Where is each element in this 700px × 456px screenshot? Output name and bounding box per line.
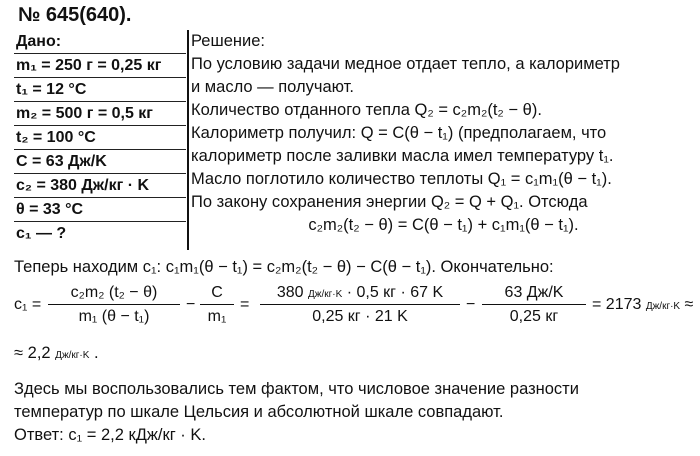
given-m2: m₂ = 500 г = 0,5 кг [14, 102, 186, 126]
fraction-3-denominator: 0,25 кг · 21 K [312, 308, 408, 325]
minus-sign-2: − [466, 296, 476, 313]
formula-result [592, 296, 693, 314]
separator-line [187, 30, 189, 250]
approx-tail: . [89, 344, 99, 362]
given-theta: θ = 33 °C [14, 198, 186, 222]
final-formula [14, 282, 698, 336]
fraction-2 [200, 284, 234, 326]
solution-equation: c₂m₂(t₂ − θ) = C(θ − t₁) + c₁m₁(θ − t₁). [308, 216, 579, 234]
fraction-1-denominator: m₁ (θ − t₁) [78, 308, 150, 325]
fraction-1 [48, 284, 180, 326]
fraction-3-numerator [260, 284, 460, 305]
note-line-1: Здесь мы воспользовались тем фактом, что числовое значение разности [14, 380, 579, 398]
approx-unit: Дж/кг·K [55, 350, 90, 361]
now-find-line: Теперь находим c₁: c₁m₁(θ − t₁) = c₂m₂(t₂ − θ) − C(θ − t₁). Окончательно: [14, 258, 554, 276]
fraction-3-num-unit: Дж/кг·K [308, 289, 343, 300]
fraction-4-denominator: 0,25 кг [509, 308, 559, 325]
fraction-1-numerator: c₂m₂ (t₂ − θ) [48, 284, 180, 305]
given-section [14, 30, 186, 245]
given-unknown: c₁ — ? [16, 225, 67, 242]
solution-line-2: и масло — получают. [191, 78, 354, 96]
fraction-3 [260, 284, 460, 326]
minus-sign-1: − [186, 296, 196, 313]
fraction-3-num-a: 380 [276, 284, 308, 301]
given-t1: t₁ = 12 °C [14, 78, 186, 102]
fraction-2-denominator: m₁ [207, 308, 227, 325]
formula-result-unit: Дж/кг·K [645, 301, 681, 312]
answer-line: Ответ: c₁ = 2,2 кДж/кг · K. [14, 426, 206, 444]
solution-line-4: Калориметр получил: Q = C(θ − t₁) (предполагаем, что [191, 124, 607, 142]
given-t2: t₂ = 100 °C [14, 126, 186, 150]
fraction-2-numerator: C [200, 284, 234, 305]
problem-number: № 645(640). [18, 4, 132, 26]
given-m1: m₁ = 250 г = 0,25 кг [14, 54, 186, 78]
fraction-4-numerator: 63 Дж/K [482, 284, 586, 305]
fraction-3-num-b: · 0,5 кг · 67 K [342, 284, 444, 301]
solution-line-5: калориметр после заливки масла имел температуру t₁. [191, 147, 614, 165]
formula-result-tail: ≈ [680, 296, 694, 313]
solution-line-3: Количество отданного тепла Q₂ = c₂m₂(t₂ − θ). [191, 101, 542, 119]
solution-line-1: По условию задачи медное отдает тепло, а калориметр [191, 55, 620, 73]
given-header: Дано: [14, 30, 186, 54]
given-c2: c₂ = 380 Дж/кг · K [14, 174, 186, 198]
equals-sign-1: = [240, 296, 250, 313]
note-line-2: температур по шкале Цельсия и абсолютной шкале совпадают. [14, 403, 504, 421]
solution-line-6: Масло поглотило количество теплоты Q₁ = c₁m₁(θ − t₁). [191, 170, 612, 188]
formula-result-value: = 2173 [592, 296, 646, 313]
given-c: C = 63 Дж/K [14, 150, 186, 174]
formula-lhs: c₁ = [14, 296, 42, 313]
solution-header: Решение: [191, 32, 265, 50]
solution-line-7: По закону сохранения энергии Q₂ = Q + Q₁. Отсюда [191, 193, 588, 211]
fraction-4 [482, 284, 586, 326]
solution-section [191, 30, 696, 237]
approx-line [14, 342, 698, 367]
approx-value: ≈ 2,2 [14, 344, 56, 362]
